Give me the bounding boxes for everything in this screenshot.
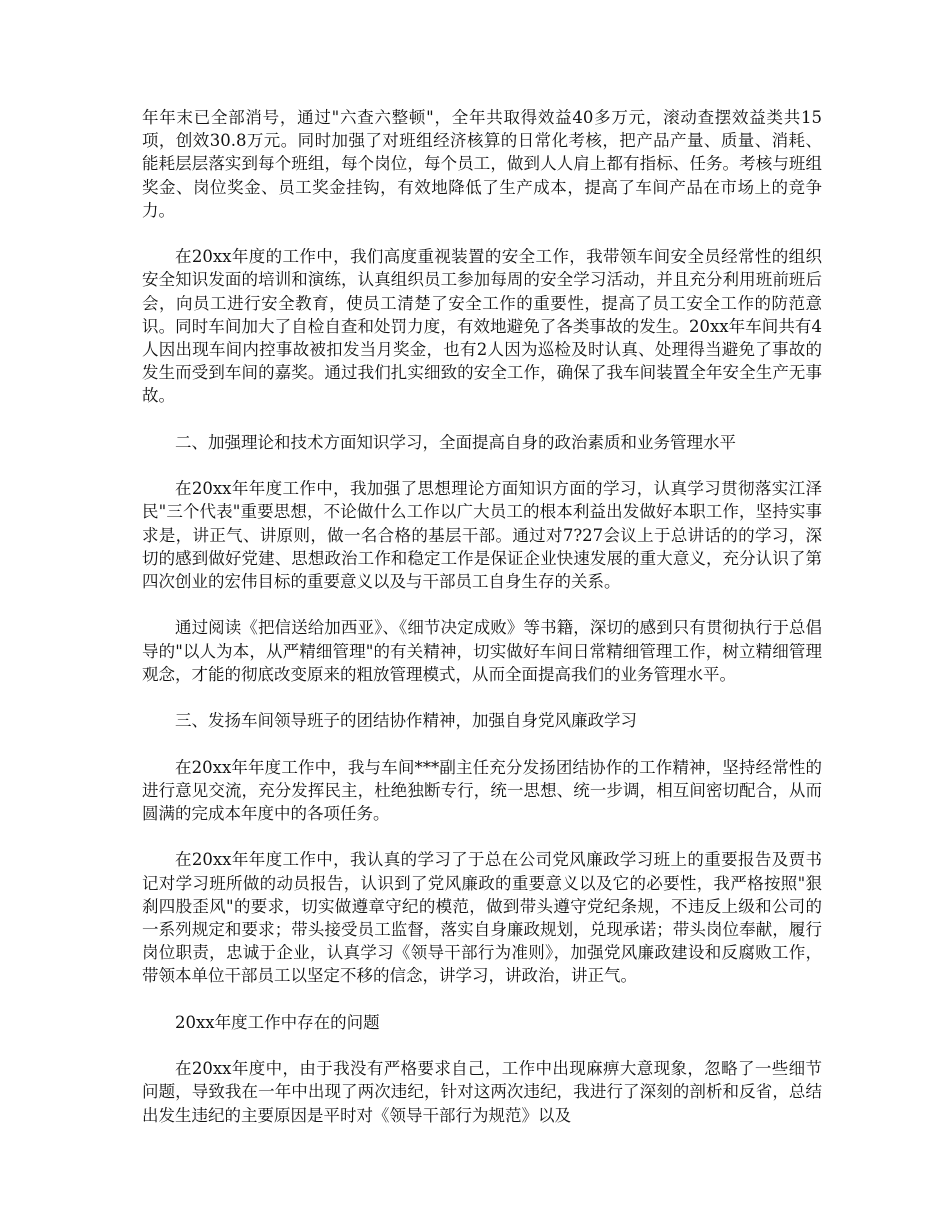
document-body [142,106,822,1150]
paragraph-7: 在20xx年度中，由于我没有严格要求自己，工作中出现麻痹大意现象，忽略了一些细节问题，导致我在一年中出现了两次违纪，针对这两次违纪，我进行了深刻的剖析和反省，总结出发生违纪的主要原因是平时对《领导干部行为规范》以及 [142,1059,822,1125]
section-heading-2: 二、加强理论和技术方面知识学习，全面提高自身的政治素质和业务管理水平 [175,432,736,452]
paragraph-2: 在20xx年度的工作中，我们高度重视装置的安全工作，我带领车间安全员经常性的组织安全知识发面的培训和演练，认真组织员工参加每周的安全学习活动，并且充分利用班前班后会，向员工进行安全教育，使员工清楚了安全工作的重要性，提高了员工安全工作的防范意识。同时车间加大了自检自查和处罚力度，有效地避免了各类事故的发生。20xx年车间共有4人因出现车间内控事故被扣发当月奖金，也有2人因为巡检及时认真、处理得当避免了事故的发生而受到车间的嘉奖。通过我们扎实细致的安全工作，确保了我车间装置全年安全生产无事故。 [142,247,822,406]
paragraph-3: 在20xx年年度工作中，我加强了思想理论方面知识方面的学习，认真学习贯彻落实江泽民"三个代表"重要思想，不论做什么工作以广大员工的根本利益出发做好本职工作，坚持实事求是，讲正气、讲原则，做一名合格的基层干部。通过对7?27会议上于总讲话的的学习，深切的感到做好党建、思想政治工作和稳定工作是保证企业快速发展的重大意义，充分认识了第四次创业的宏伟目标的重要意义以及与干部员工自身生存的关系。 [142,479,822,592]
section-heading-problems: 20xx年度工作中存在的问题 [175,1012,380,1032]
paragraph-5: 在20xx年年度工作中，我与车间***副主任充分发扬团结协作的工作精神，坚持经常性的进行意见交流，充分发挥民主，杜绝独断专行，统一思想、统一步调，相互间密切配合，从而圆满的完成本年度中的各项任务。 [142,757,822,823]
paragraph-4: 通过阅读《把信送给加西亚》、《细节决定成败》等书籍，深切的感到只有贯彻执行于总倡导的"以人为本，从严精细管理"的有关精神，切实做好车间日常精细管理工作，树立精细管理观念，才能的彻底改变原来的粗放管理模式，从而全面提高我们的业务管理水平。 [142,618,822,684]
section-heading-3: 三、发扬车间领导班子的团结协作精神，加强自身党风廉政学习 [175,711,637,731]
paragraph-6: 在20xx年年度工作中，我认真的学习了于总在公司党风廉政学习班上的重要报告及贾书记对学习班所做的动员报告，认识到了党风廉政的重要意义以及它的必要性，我严格按照"狠刹四股歪风"的要求，切实做遵章守纪的模范，做到带头遵守党纪条规，不违反上级和公司的一系列规定和要求；带头接受员工监督，落实自身廉政规划，兑现承诺；带头岗位奉献，履行岗位职责，忠诚于企业，认真学习《领导干部行为准则》，加强党风廉政建设和反腐败工作，带领本单位干部员工以坚定不移的信念，讲学习，讲政治，讲正气。 [142,850,822,986]
paragraph-1: 年年末已全部消号，通过"六查六整顿"，全年共取得效益40多万元，滚动查摆效益类共15项，创效30.8万元。同时加强了对班组经济核算的日常化考核，把产品产量、质量、消耗、能耗层层落实到每个班组，每个岗位，每个员工，做到人人肩上都有指标、任务。考核与班组奖金、岗位奖金、员工奖金挂钩，有效地降低了生产成本，提高了车间产品在市场上的竞争力。 [142,108,822,220]
